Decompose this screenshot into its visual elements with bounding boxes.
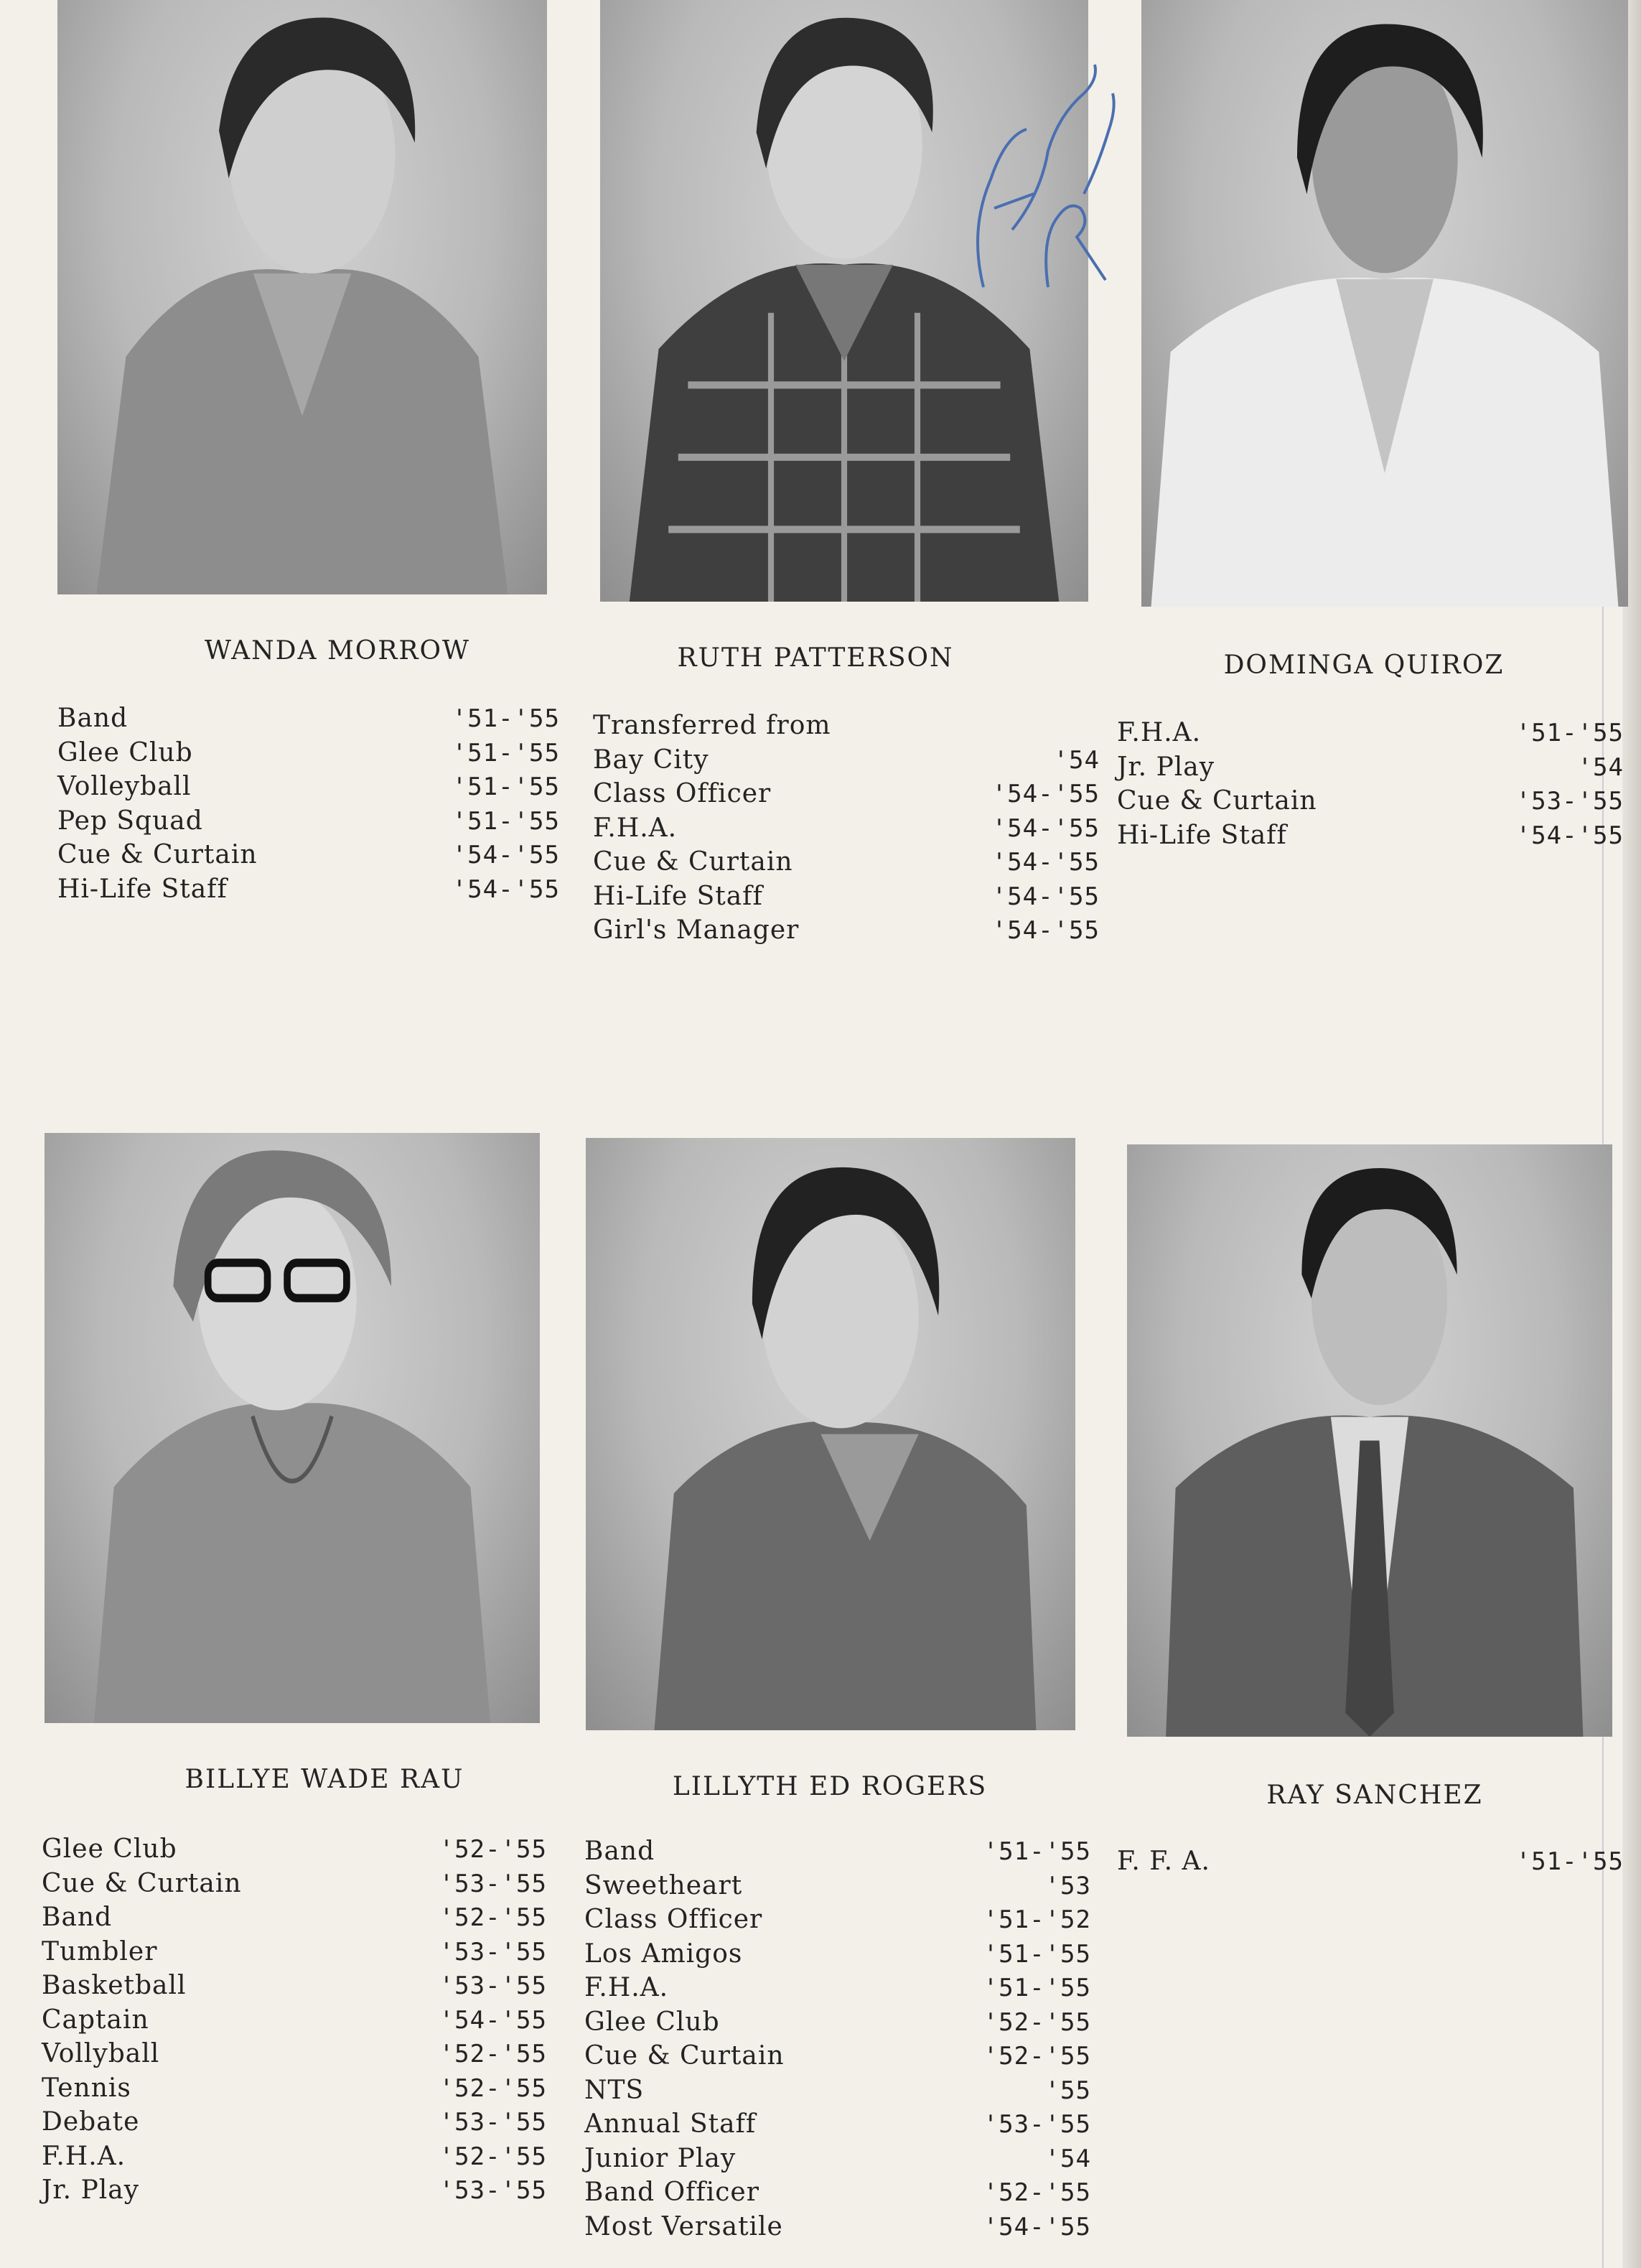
activity-row bbox=[584, 1973, 1091, 2007]
activity-list-lillyth-ed-rogers bbox=[584, 1837, 1091, 2246]
activity-row bbox=[584, 2109, 1091, 2144]
activity-row bbox=[1117, 1847, 1624, 1881]
activity-years: '52-'55 bbox=[439, 2073, 547, 2103]
activity-row bbox=[57, 806, 560, 841]
activity-row bbox=[593, 779, 1100, 813]
activity-label: NTS bbox=[584, 2075, 645, 2105]
activity-list-ruth-patterson bbox=[593, 711, 1100, 950]
activity-years: '53-'55 bbox=[439, 1937, 547, 1966]
activity-years: '51-'55 bbox=[983, 1939, 1091, 1969]
activity-row bbox=[584, 2076, 1091, 2110]
activity-years: '53-'55 bbox=[439, 1869, 547, 1898]
activity-row bbox=[1117, 821, 1624, 855]
activity-years: '51-'52 bbox=[983, 1905, 1091, 1934]
activity-label: Band bbox=[57, 704, 128, 733]
activity-row bbox=[593, 847, 1100, 882]
activity-label: Cue & Curtain bbox=[1117, 786, 1317, 816]
activity-label: F.H.A. bbox=[593, 813, 678, 843]
activity-label: Jr. Play bbox=[1117, 752, 1215, 782]
activity-years: '54-'55 bbox=[991, 813, 1100, 843]
portrait-photo-ray-sanchez bbox=[1127, 1144, 1612, 1737]
activity-label: Band bbox=[42, 1903, 113, 1932]
activity-row bbox=[584, 2041, 1091, 2076]
activity-row bbox=[1117, 752, 1624, 787]
activity-row bbox=[57, 840, 560, 874]
activity-row bbox=[42, 1971, 547, 2005]
activity-row bbox=[593, 882, 1100, 916]
activity-years: '54-'55 bbox=[452, 841, 560, 869]
activity-row bbox=[42, 2107, 547, 2142]
activity-label: Sweetheart bbox=[584, 1870, 743, 1900]
activity-list-ray-sanchez bbox=[1117, 1847, 1624, 1881]
activity-label: Most Versatile bbox=[584, 2211, 783, 2241]
activity-row bbox=[57, 874, 560, 909]
activity-years: '51-'55 bbox=[452, 773, 560, 801]
activity-label: Cue & Curtain bbox=[593, 847, 793, 877]
activity-row bbox=[584, 1871, 1091, 1905]
handwritten-signature bbox=[940, 50, 1127, 309]
activity-row bbox=[584, 2178, 1091, 2212]
activity-label: Junior Play bbox=[584, 2143, 737, 2173]
activity-label: Girl's Manager bbox=[593, 915, 800, 945]
activity-years: '52-'55 bbox=[439, 1903, 547, 1932]
activity-years: '53-'55 bbox=[983, 2110, 1091, 2139]
activity-label: Hi-Life Staff bbox=[57, 874, 228, 904]
activity-years: '54-'55 bbox=[983, 2212, 1091, 2241]
activity-row bbox=[57, 738, 560, 773]
activity-row bbox=[584, 1939, 1091, 1974]
portrait-photo-billye-wade-rau bbox=[45, 1133, 540, 1723]
activity-label: Transferred from bbox=[593, 711, 831, 740]
portrait-photo-dominga-quiroz bbox=[1141, 0, 1628, 607]
activity-list-billye-wade-rau bbox=[42, 1834, 547, 2210]
activity-row bbox=[57, 704, 560, 738]
activity-years: '51-'55 bbox=[1515, 1847, 1624, 1876]
activity-years: '51-'55 bbox=[983, 1837, 1091, 1866]
portrait-photo-lillyth-ed-rogers bbox=[586, 1138, 1075, 1730]
activity-years: '54-'55 bbox=[991, 780, 1100, 808]
activity-label: Vollyball bbox=[42, 2039, 160, 2068]
activity-row bbox=[1117, 718, 1624, 752]
activity-row bbox=[42, 1903, 547, 1937]
activity-years: '53-'55 bbox=[439, 2176, 547, 2205]
activity-years: '51-'55 bbox=[452, 704, 560, 733]
activity-row bbox=[584, 2144, 1091, 2178]
activity-row bbox=[593, 813, 1100, 848]
activity-row bbox=[42, 1869, 547, 1903]
activity-label: Cue & Curtain bbox=[584, 2041, 785, 2071]
activity-label: F.H.A. bbox=[42, 2141, 126, 2171]
activity-label: Debate bbox=[42, 2107, 140, 2137]
activity-years: '54 bbox=[1053, 745, 1100, 775]
student-name-ruth-patterson: RUTH PATTERSON bbox=[677, 643, 954, 673]
activity-label: Volleyball bbox=[57, 772, 192, 801]
student-name-billye-wade-rau: BILLYE WADE RAU bbox=[184, 1765, 464, 1794]
activity-row bbox=[42, 2005, 547, 2040]
activity-label: Band Officer bbox=[584, 2178, 759, 2207]
activity-row bbox=[42, 2073, 547, 2108]
activity-years: '53-'55 bbox=[1515, 787, 1624, 816]
activity-years: '54-'55 bbox=[991, 848, 1100, 877]
activity-years: '52-'55 bbox=[439, 2040, 547, 2068]
activity-years: '52-'55 bbox=[983, 2007, 1091, 2037]
activity-label: Hi-Life Staff bbox=[1117, 820, 1287, 850]
activity-years: '54-'55 bbox=[1515, 821, 1624, 850]
activity-label: Annual Staff bbox=[584, 2109, 757, 2139]
activity-row bbox=[1117, 786, 1624, 821]
activity-years: '53-'55 bbox=[439, 1971, 547, 2000]
activity-row bbox=[42, 2175, 547, 2210]
activity-years: '51-'55 bbox=[983, 1974, 1091, 2002]
activity-row bbox=[42, 1834, 547, 1869]
activity-years: '54 bbox=[1044, 2144, 1091, 2173]
activity-list-wanda-morrow bbox=[57, 704, 560, 908]
activity-label: F.H.A. bbox=[1117, 718, 1202, 747]
activity-row bbox=[584, 1905, 1091, 1939]
activity-label: Tennis bbox=[42, 2073, 131, 2103]
activity-years: '52-'55 bbox=[983, 2042, 1091, 2071]
student-name-ray-sanchez: RAY SANCHEZ bbox=[1266, 1781, 1483, 1810]
activity-label: Hi-Life Staff bbox=[593, 881, 763, 911]
activity-label: Basketball bbox=[42, 1971, 187, 2000]
activity-label: Los Amigos bbox=[584, 1938, 743, 1969]
activity-years: '54-'55 bbox=[991, 882, 1100, 911]
activity-years: '51-'55 bbox=[452, 738, 560, 767]
activity-years: '52-'55 bbox=[983, 2178, 1091, 2207]
activity-label: Cue & Curtain bbox=[57, 840, 258, 869]
activity-row bbox=[593, 745, 1100, 780]
activity-years: '54-'55 bbox=[991, 916, 1100, 945]
activity-label: Cue & Curtain bbox=[42, 1868, 242, 1898]
activity-list-dominga-quiroz bbox=[1117, 718, 1624, 854]
activity-row bbox=[593, 711, 1100, 745]
activity-label: Band bbox=[584, 1837, 655, 1866]
activity-label: F.H.A. bbox=[584, 1973, 669, 2002]
activity-label: Tumbler bbox=[42, 1936, 158, 1966]
activity-row bbox=[584, 2212, 1091, 2246]
activity-years: '53-'55 bbox=[439, 2108, 547, 2137]
activity-label: Class Officer bbox=[584, 1905, 763, 1934]
activity-years: '53 bbox=[1044, 1871, 1091, 1900]
activity-label: Class Officer bbox=[593, 779, 772, 808]
student-name-dominga-quiroz: DOMINGA QUIROZ bbox=[1223, 650, 1505, 680]
activity-row bbox=[42, 1937, 547, 1971]
activity-row bbox=[584, 1837, 1091, 1871]
activity-label: Bay City bbox=[593, 745, 709, 775]
activity-row bbox=[42, 2039, 547, 2073]
activity-label: F. F. A. bbox=[1117, 1847, 1210, 1876]
activity-label: Glee Club bbox=[57, 737, 193, 767]
activity-label: Glee Club bbox=[42, 1834, 177, 1864]
activity-label: Pep Squad bbox=[57, 806, 203, 836]
student-name-wanda-morrow: WANDA MORROW bbox=[204, 636, 471, 666]
activity-years: '52-'55 bbox=[439, 1835, 547, 1864]
activity-row bbox=[57, 772, 560, 806]
activity-years: '51-'55 bbox=[452, 806, 560, 836]
activity-years: '55 bbox=[1044, 2076, 1091, 2105]
activity-years: '54-'55 bbox=[439, 2005, 547, 2035]
activity-years: '54 bbox=[1577, 752, 1624, 782]
activity-label: Jr. Play bbox=[42, 2175, 140, 2205]
activity-years: '54-'55 bbox=[452, 874, 560, 904]
activity-years: '52-'55 bbox=[439, 2142, 547, 2171]
activity-label: Glee Club bbox=[584, 2007, 720, 2037]
activity-label: Captain bbox=[42, 2005, 149, 2035]
activity-row bbox=[42, 2142, 547, 2176]
student-name-lillyth-ed-rogers: LILLYTH ED ROGERS bbox=[672, 1772, 988, 1801]
portrait-photo-wanda-morrow bbox=[57, 0, 547, 594]
activity-years: '51-'55 bbox=[1515, 719, 1624, 747]
activity-row bbox=[584, 2007, 1091, 2042]
activity-row bbox=[593, 915, 1100, 950]
